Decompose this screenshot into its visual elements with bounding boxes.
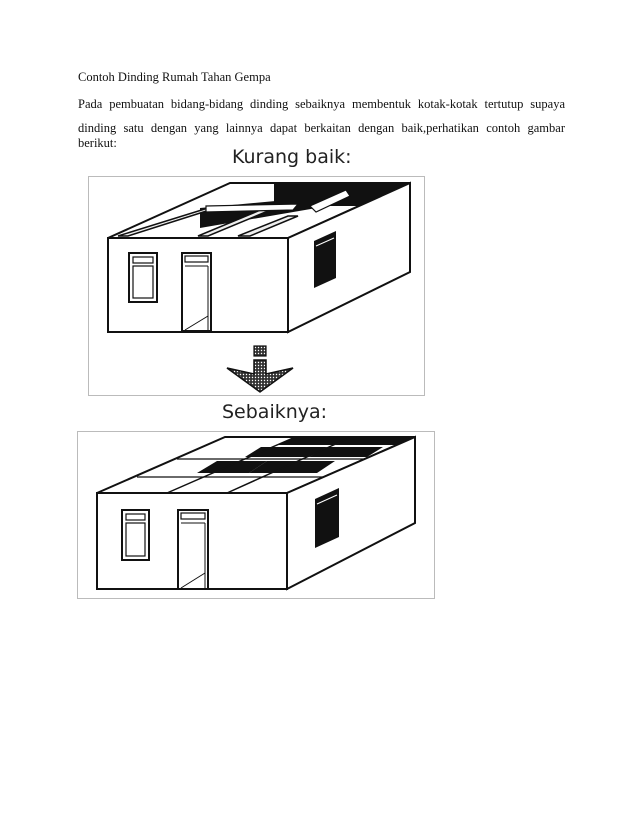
house-drawing-good (77, 431, 435, 599)
paragraph-line-2: dinding satu dengan yang lainnya dapat berkaitan dengan baik,perhatikan contoh gambar berikut: (78, 121, 565, 150)
document-title: Contoh Dinding Rumah Tahan Gempa (78, 70, 271, 84)
caption-kurang-baik: Kurang baik: (232, 146, 352, 168)
house-figure-good (77, 431, 435, 599)
caption-sebaiknya: Sebaiknya: (222, 401, 328, 423)
down-arrow-icon (221, 340, 299, 396)
paragraph-line-1: Pada pembuatan bidang-bidang dinding sebaiknya membentuk kotak-kotak tertutup supaya (78, 97, 565, 111)
